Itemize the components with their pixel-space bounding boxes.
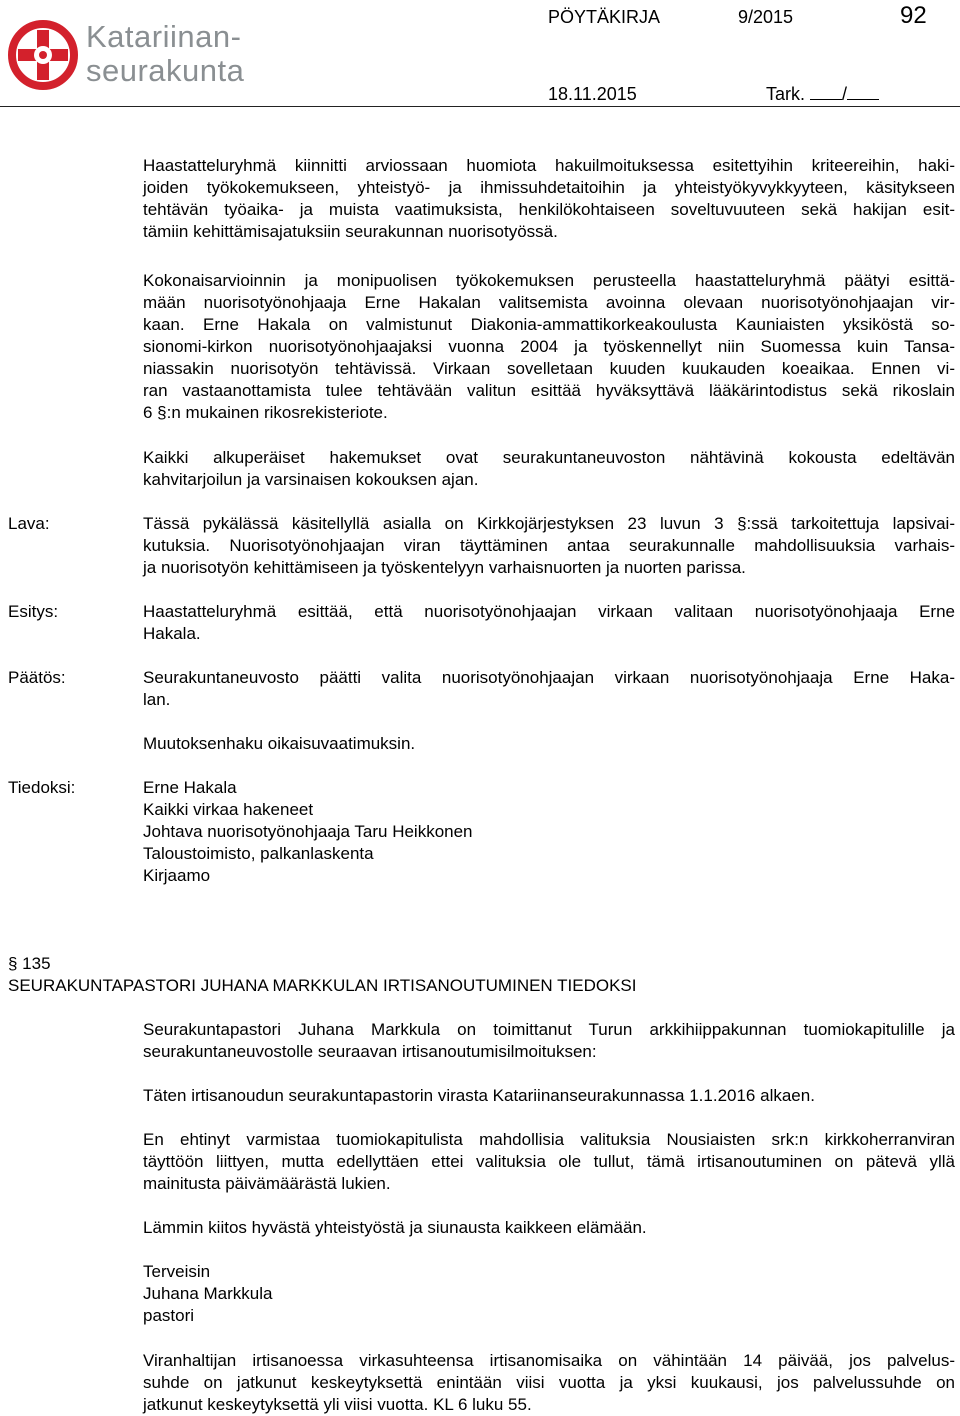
header-rule (0, 106, 960, 107)
page-number: 92 (900, 2, 927, 29)
list-item: Erne Hakala (143, 778, 237, 797)
meeting-date: 18.11.2015 (548, 84, 637, 104)
list-item: Kaikki virkaa hakeneet (143, 800, 314, 819)
text-line: Haastatteluryhmä esittää, että nuorisotyönohjaajan virkaan valitaan nuorisotyönohjaaja Erne (143, 602, 955, 621)
resignation-statement: Täten irtisanoudun seurakuntapastorin virasta Katariinanseurakunnassa 1.1.2016 alkaen. (143, 1086, 815, 1105)
text-line: Seurakuntapastori Juhana Markkula on toimittanut Turun arkkihiippakunnan tuomiokapitulille ja (143, 1020, 955, 1039)
section-heading (8, 953, 636, 997)
check-separator: / (842, 84, 848, 104)
appeal-note: Muutoksenhaku oikaisuvaatimuksin. (143, 734, 416, 753)
paragraph-resignation-intro (143, 1019, 955, 1063)
text-line: mään nuorisotyönohjaaja Erne Hakalan valitsemista avoinna olevaan nuorisotyönohjaajan vir- (143, 293, 955, 312)
section-number: § 135 (8, 954, 51, 973)
lava-text (143, 513, 955, 579)
paragraph-overall-assessment (143, 270, 955, 424)
text-line: tämiin kehittämisajatuksiin seurakunnan nuorisotyössä. (143, 222, 558, 241)
text-line: lan. (143, 690, 171, 709)
doc-type: PÖYTÄKIRJA (548, 7, 661, 27)
text-line: En ehtinyt varmistaa tuomiokapitulista mahdollisia valituksia Nousiaisten srk:n kirkkoherranviran (143, 1130, 955, 1149)
parish-logo-text (86, 20, 244, 88)
thanks-line: Lämmin kiitos hyvästä yhteistyöstä ja siunausta kaikkeen elämään. (143, 1218, 647, 1237)
list-item: Taloustoimisto, palkanlaskenta (143, 844, 374, 863)
check-blank-2 (847, 84, 879, 100)
text-line: Viranhaltijan irtisanoessa virkasuhteensa irtisanomisaika on vähintään 14 päivää, jos palvelus- (143, 1351, 955, 1370)
text-line: ran vastaanottamista tulee tehtävään valitun esittää hyväksyttävä lääkärintodistus sekä rikoslain (143, 381, 955, 400)
text-line: mainitusta päivämäärästä lukien. (143, 1174, 391, 1193)
signature-line: pastori (143, 1306, 195, 1325)
text-line: seurakuntaneuvostolle seuraavan irtisanoutumisilmoituksen: (143, 1042, 597, 1061)
text-line: ja nuorisotyön kehittämiseen ja työskentelyyn varhaisnuorten ja nuorten parissa. (143, 558, 746, 577)
text-line: 6 §:n mukainen rikosrekisteriote. (143, 403, 388, 422)
text-line: tehtävän työaika- ja muista vaatimuksista, henkilökohtaiseen soveltuvuuteen sekä hakijan esit- (143, 200, 955, 219)
text-line: Haastatteluryhmä kiinnitti arviossaan huomiota hakuilmoituksessa esitettyihin kriteereihin, haki- (143, 156, 955, 175)
esitys-label: Esitys: (8, 602, 59, 621)
text-line: Tässä pykälässä käsitellyllä asialla on Kirkkojärjestyksen 23 luvun 3 §:ssä tarkoitettuja lapsivai- (143, 514, 955, 533)
paragraph-interview-criteria (143, 155, 955, 243)
paatos-text (143, 667, 955, 711)
signature-line: Terveisin (143, 1262, 211, 1281)
text-line: täyttöön liittyen, mutta edellyttäen ettei valituksia ole tullut, tämä irtisanoutuminen on pätevä yllä (143, 1152, 955, 1171)
signature-block (143, 1261, 272, 1327)
list-item: Johtava nuorisotyönohjaaja Taru Heikkonen (143, 822, 473, 841)
text-line: joiden työkokemukseen, yhteistyö- ja ihmissuhdetaitoihin ja yhteistyökyvykkyyteen, käsitykseen (143, 178, 955, 197)
logo-line-1: Katariinan- (86, 19, 242, 54)
check-field (766, 83, 879, 105)
parish-logo-icon (8, 20, 78, 90)
text-line: sionomi-kirkon nuorisotyönohjaajaksi vuonna 2004 ja työskennellyt niin Suomessa kuin Tansa- (143, 337, 955, 356)
text-line: Kokonaisarvioinnin ja monipuolisen työkokemuksen perusteella haastatteluryhmä päätyi esittä- (143, 271, 955, 290)
text-line: Kaikki alkuperäiset hakemukset ovat seurakuntaneuvoston nähtävinä kokousta edeltävän (143, 448, 955, 467)
doc-number: 9/2015 (738, 7, 794, 27)
paragraph-applications (143, 447, 955, 491)
section-title: SEURAKUNTAPASTORI JUHANA MARKKULAN IRTISANOUTUMINEN TIEDOKSI (8, 976, 637, 995)
paatos-label: Päätös: (8, 668, 66, 687)
tiedoksi-label: Tiedoksi: (8, 778, 76, 797)
text-line: suhde on jatkunut keskeytyksettä enintään viisi vuotta ja yksi kuukausi, jos palvelussuhde on (143, 1373, 955, 1392)
esitys-text (143, 601, 955, 645)
lava-label: Lava: (8, 514, 50, 533)
text-line: kutuksia. Nuorisotyönohjaajan viran täyttäminen antaa seurakunnalle mahdollisuuksia varhais- (143, 536, 955, 555)
text-line: kaan. Erne Hakala on valmistunut Diakonia-ammattikorkeakoulusta Kauniaisten yksiköstä so- (143, 315, 955, 334)
logo-line-2: seurakunta (86, 53, 245, 88)
paragraph-notice-period (143, 1350, 955, 1416)
text-line: kahvitarjoilun ja varsinaisen kokouksen ajan. (143, 470, 479, 489)
paragraph-appeals-note (143, 1129, 955, 1195)
check-blank-1 (810, 84, 842, 100)
text-line: niassakin nuorisotyön tehtävissä. Virkaan sovelletaan kuuden kuukauden koeaikaa. Ennen vi- (143, 359, 955, 378)
check-label: Tark. (766, 84, 806, 104)
text-line: jatkunut keskeytyksettä yli viisi vuotta. KL 6 luku 55. (143, 1395, 532, 1414)
text-line: Hakala. (143, 624, 201, 643)
text-line: Seurakuntaneuvosto päätti valita nuorisotyönohjaajan virkaan nuorisotyönohjaaja Erne Haka- (143, 668, 955, 687)
tiedoksi-list (143, 777, 473, 887)
list-item: Kirjaamo (143, 866, 211, 885)
signature-line: Juhana Markkula (143, 1284, 273, 1303)
